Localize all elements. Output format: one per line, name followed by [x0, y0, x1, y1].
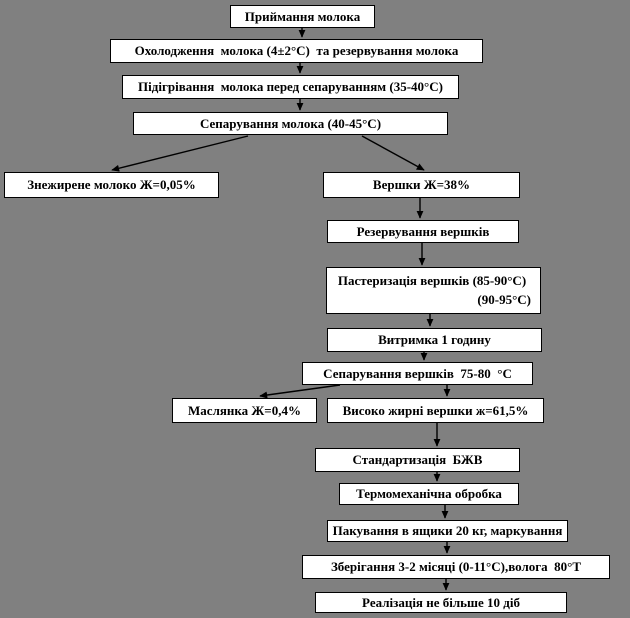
flow-box-holding-label: Витримка 1 годину [378, 332, 491, 347]
flow-box-receive [230, 5, 375, 28]
flow-box-buttermilk [172, 398, 317, 423]
flow-box-high-fat-cream [327, 398, 544, 423]
flow-box-holding [327, 328, 542, 352]
flow-box-milk-separation-label: Сепарування молока (40-45°С) [199, 115, 382, 131]
flow-box-milk-separation [133, 112, 448, 135]
arrow-separation-cream [362, 136, 424, 170]
arrow-cream-separation-buttermilk [260, 385, 340, 396]
flow-box-storage [302, 555, 610, 579]
flow-box-standardization-label: Стандартизація БЖВ [352, 452, 483, 467]
flow-box-heating [122, 75, 459, 99]
flow-box-standardization [315, 448, 520, 472]
flow-box-skim-milk [4, 172, 219, 198]
flow-box-skim-milk-label: Знежирене молоко Ж=0,05% [27, 177, 196, 192]
flow-box-cooling [110, 39, 483, 63]
flow-box-cream-separation-label: Сепарування вершків 75-80 °С [323, 365, 512, 381]
flow-box-cream-reserve [327, 220, 519, 243]
flow-box-thermomechanical-label: Термомеханічна обробка [356, 486, 502, 501]
flow-box-cooling-label: Охолодження молока (4±2°С) та резервування молока [134, 43, 459, 58]
flow-box-packing-label: Пакування в ящики 20 кг, маркування [332, 523, 563, 538]
flow-box-high-fat-cream-label: Високо жирні вершки ж=61,5% [342, 402, 529, 418]
flow-box-pasteurization-line2: (90-95°С) [477, 292, 531, 307]
arrow-separation-skim [112, 136, 248, 170]
flow-box-realization [315, 592, 567, 613]
flow-box-heating-label: Підігрівання молока перед сепаруванням (35-40°С) [138, 79, 443, 94]
flow-box-cream-label: Вершки Ж=38% [372, 177, 471, 192]
flow-box-thermomechanical [339, 483, 519, 505]
flow-box-storage-label: Зберігання 3-2 місяці (0-11°С),волога 80°Т [330, 559, 582, 574]
flow-box-cream-separation [302, 362, 533, 385]
flow-box-realization-label: Реалізація не більше 10 діб [362, 594, 520, 610]
flow-box-cream-reserve-label: Резервування вершків [356, 223, 490, 239]
flow-box-pasteurization-line1: Пастеризація вершків (85-90°С) [337, 273, 527, 288]
flow-box-receive-label: Приймання молока [244, 8, 361, 24]
flow-box-cream [323, 172, 520, 198]
flow-box-buttermilk-label: Маслянка Ж=0,4% [188, 402, 301, 418]
flow-box-pasteurization [326, 267, 541, 314]
flow-box-packing [327, 520, 568, 542]
